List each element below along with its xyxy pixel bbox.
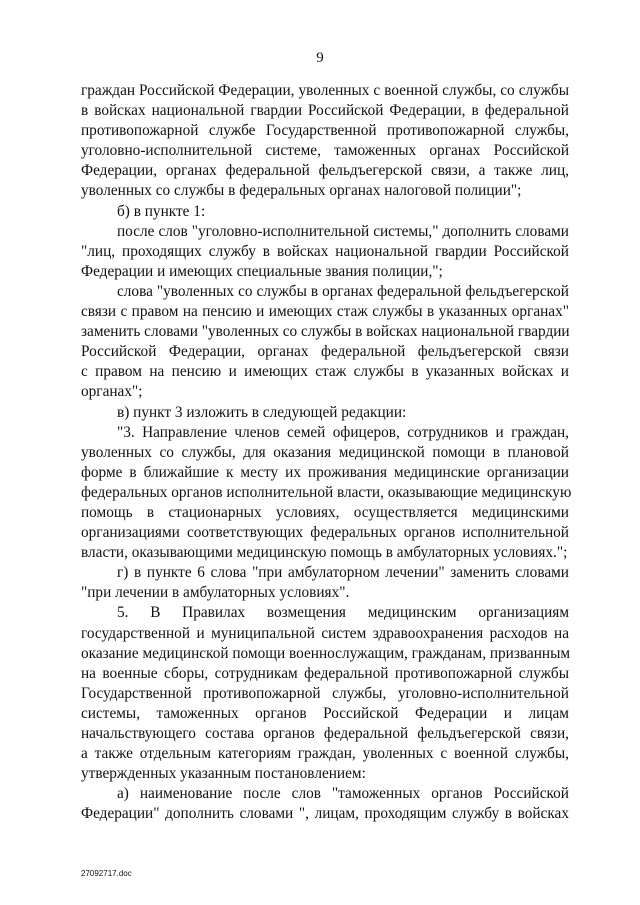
text-line: оказание медицинской помощи военнослужащим, гражданам, призванным <box>81 644 571 662</box>
text-line: в войсках национальной гвардии Российской Федерации, в федеральной <box>81 102 569 120</box>
text-line: б) в пункте 1: <box>117 202 206 220</box>
paragraph <box>81 423 572 564</box>
text-line: Государственной противопожарной службы, уголовно-исполнительной <box>81 684 569 702</box>
text-line: слова "уволенных со службы в органах федеральной фельдъегерской <box>117 282 569 300</box>
document-body <box>81 81 572 824</box>
text-line: власти, оказывающими медицинскую помощь в амбулаторных условиях."; <box>81 544 568 562</box>
text-line: Федерации" дополнить словами ", лицам, проходящим службу в войсках <box>81 805 569 823</box>
text-line: граждан Российской Федерации, уволенных с военной службы, со службы <box>81 82 569 99</box>
text-line: "при лечении в амбулаторных условиях". <box>81 584 350 602</box>
text-line: государственной и муниципальной систем здравоохранения расходов на <box>81 624 569 642</box>
text-line: уволенных со службы в федеральных органах налоговой полиции"; <box>81 182 522 200</box>
text-line: заменить словами "уволенных со службы в войсках национальной гвардии <box>81 323 570 341</box>
text-line: Российской Федерации, органах федеральной фельдъегерской связи <box>81 343 569 361</box>
text-line: уголовно-исполнительной системе, таможенных органах Российской <box>81 142 569 160</box>
text-line: 5. В Правилах возмещения медицинским организациям <box>117 604 569 622</box>
text-line: системы, таможенных органов Российской Федерации и лицам <box>81 704 569 722</box>
paragraph <box>81 403 569 423</box>
text-line: "лиц, проходящих службу в войсках национальной гвардии Российской <box>81 242 569 260</box>
text-line: начальствующего состава органов федеральной фельдъегерской связи, <box>81 725 569 742</box>
paragraph <box>81 222 569 282</box>
text-line: утвержденных указанным постановлением: <box>81 765 366 783</box>
text-line: а также отдельным категориям граждан, уволенных с военной службы, <box>81 745 569 763</box>
text-line: на военные сборы, сотрудникам федеральной противопожарной службы <box>81 664 569 682</box>
paragraph <box>81 603 569 784</box>
text-line: органах"; <box>81 383 143 401</box>
text-line: в) пункт 3 изложить в следующей редакции: <box>117 403 407 421</box>
footer-filename: 27092717.doc <box>81 869 132 878</box>
text-line: уволенных со службы, для оказания медицинской помощи в плановой <box>81 443 569 461</box>
text-line: после слов "уголовно-исполнительной системы," дополнить словами <box>117 222 569 240</box>
text-line: форме в ближайшие к месту их проживания медицинские организации <box>81 463 569 481</box>
paragraph <box>81 563 569 603</box>
text-line: противопожарной службе Государственной противопожарной службы, <box>81 122 569 140</box>
text-line: а) наименование после слов "таможенных органов Российской <box>117 785 569 803</box>
text-line: федеральных органов исполнительной власти, оказывающие медицинскую <box>81 483 572 501</box>
paragraph <box>81 282 569 403</box>
paragraph <box>81 202 569 222</box>
paragraph <box>81 784 569 824</box>
text-line: Федерации и имеющих специальные звания полиции,"; <box>81 262 443 280</box>
paragraph <box>81 81 569 202</box>
page-number: 9 <box>316 50 324 66</box>
text-line: г) в пункте 6 слова "при амбулаторном лечении" заменить словами <box>117 564 569 582</box>
text-line: организациями соответствующих федеральных органов исполнительной <box>81 524 569 542</box>
text-line: с правом на пенсию и имеющих стаж службы в указанных войсках и <box>81 363 569 381</box>
text-line: помощь в стационарных условиях, осуществляется медицинскими <box>81 503 569 521</box>
text-line: связи с правом на пенсию и имеющих стаж службы в указанных органах" <box>81 303 569 321</box>
text-line: "3. Направление членов семей офицеров, сотрудников и граждан, <box>117 423 569 441</box>
text-line: Федерации, органах федеральной фельдъегерской связи, а также лиц, <box>81 162 569 180</box>
